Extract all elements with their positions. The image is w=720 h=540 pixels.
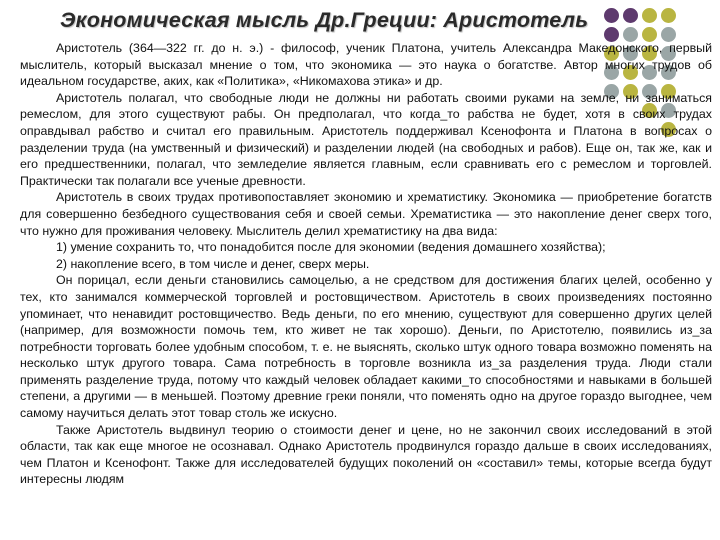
decor-dot-olive	[661, 8, 676, 23]
decor-dot-purple	[623, 8, 638, 23]
paragraph-value-theory: Также Аристотель выдвинул теорию о стоимости денег и цене, но не закончил своих исследований в этой области, так как еще многое не осознавал. Однако Аристотель продвинулся гораздо дальше в своих исследованиях, чем Платон и Ксенофонт. Также для исследователей будущих поколений он «составил» темы, которые всегда будут интересны людям	[20, 422, 712, 487]
decor-dot-purple	[604, 8, 619, 23]
decor-dot-olive	[642, 8, 657, 23]
paragraph-money-usury: Он порицал, если деньги становились самоцелью, а не средством для достижения благих целей, особенно у тех, кто занимался коммерческой торговлей и ростовщичеством. Аристотель в своих произведениях постоянно упоминает, что ненавидит ростовщичество. Ведь деньги, по его мнению, существуют для совершенно других целей (например, для возможности помочь тем, кто живет не так хорошо). Деньги, по Аристотелю, появились из_за потребности торговать более удобным способом, т. е. не выяснять, сколько штук одного товара возможно поменять на несколько штук другого товара. Сама потребность в торговле возникла из_за разделения труда. Люди стали применять разделение труда, потому что каждый человек обладает какими_то способностями и навыками в большей степени, а другими — в меньшей. Поэтому древние греки поняли, что поменять одно на другое гораздо выгоднее, чем самому научиться делать этот товар столь же искусно.	[20, 273, 712, 421]
paragraph-biography: Аристотель (364—322 гг. до н. э.) - философ, ученик Платона, учитель Александра Македонского, первый мыслитель, который высказал мнение о том, что экономика — это наука о богатстве. Автор многих трудов об идеальном государстве, аких, как «Политика», «Никомахова этика» и др.	[20, 41, 712, 89]
slide-title: Экономическая мысль Др.Греции: Аристотель	[60, 8, 589, 32]
paragraph-economy-chrematistics: Аристотель в своих трудах противопоставляет экономию и хрематистику. Экономика — приобретение богатств для совершенно безбедного существования себя и своей семьи. Хрематистика — это накопление денег сверх того, что нужно для проживания человеку. Мыслитель делил хрематистику на два вида:	[20, 190, 712, 238]
list-item-chrematistics-2: 2) накопление всего, в том числе и денег, сверх меры.	[56, 256, 370, 271]
list-item-chrematistics-1: 1) умение сохранить то, что понадобится после для экономии (ведения домашнего хозяйства);	[56, 240, 606, 255]
paragraph-slavery-labor: Аристотель полагал, что свободные люди не должны ни работать своими руками на земле, ни заниматься ремеслом, для этого существуют рабы. Он предполагал, что когда_то рабства не будет, хотя в своих трудах оправдывал рабство и считал его правильным. Аристотель поддерживал Ксенофонта и Платона в вопросах о разделении труда (на умственный и физический) и разделении людей (на свободных и рабов). Еще он, так же, как и его предшественники, полагал, что земледелие является главным, если сравнивать его с ремеслом и торговлей. Практически так полагали все ученые древности.	[20, 90, 712, 188]
slide-body-text	[20, 40, 712, 488]
